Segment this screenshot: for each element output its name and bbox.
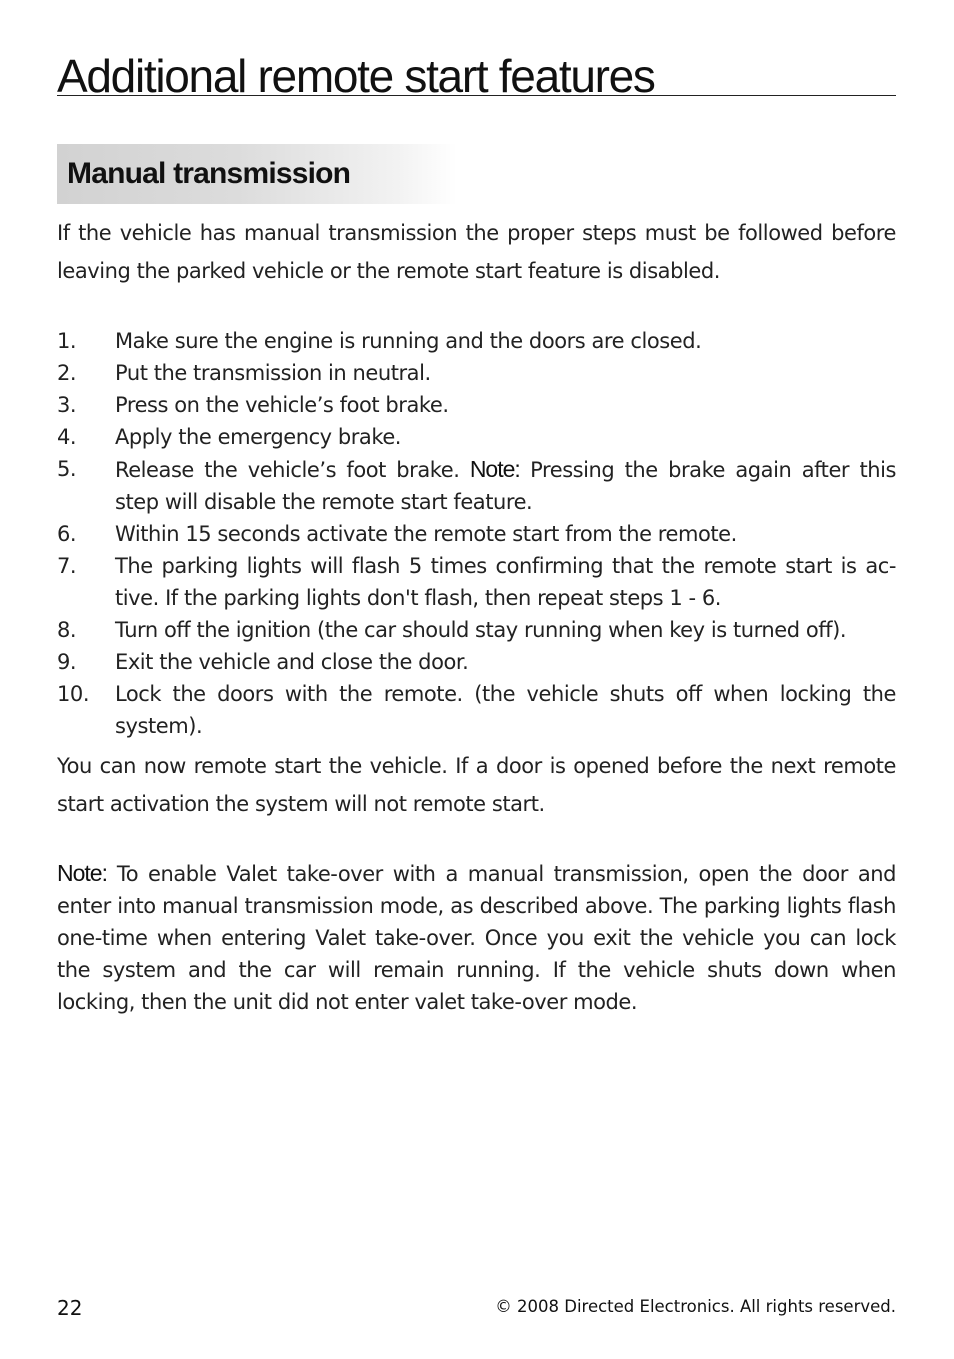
step-text: Press on the vehicle’s foot brake.	[115, 393, 449, 417]
page-number: 22	[57, 1296, 83, 1320]
step-text: Make sure the engine is running and the doors are closed.	[115, 329, 702, 353]
step-item	[57, 421, 896, 453]
page-title: Additional remote start features	[57, 50, 896, 96]
step-item	[57, 678, 896, 742]
intro-paragraph: If the vehicle has manual transmission the proper steps must be followed before leaving the parked vehicle or the remote start feature is disabled.	[57, 221, 896, 283]
step-text: Apply the emergency brake.	[115, 425, 402, 449]
step-number: 7.	[57, 554, 77, 578]
step-number: 1.	[57, 329, 77, 353]
step-number: 8.	[57, 618, 77, 642]
step-note-text: Pressing the brake again after this step will disable the remote start feature.	[115, 458, 896, 514]
step-text: Put the transmission in neutral.	[115, 361, 431, 385]
step-text: Lock the doors with the remote. (the vehicle shuts off when locking the system).	[115, 682, 896, 738]
step-number: 6.	[57, 522, 77, 546]
section-title: Manual transmission	[67, 157, 351, 190]
step-text: Within 15 seconds activate the remote start from the remote.	[115, 522, 737, 546]
step-number: 3.	[57, 393, 77, 417]
step-item	[57, 550, 896, 614]
step-number: 4.	[57, 425, 77, 449]
step-item	[57, 453, 896, 518]
step-text: Exit the vehicle and close the door.	[115, 650, 469, 674]
step-item	[57, 325, 896, 357]
step-item	[57, 518, 896, 550]
step-item	[57, 389, 896, 421]
step-text: Turn off the ignition (the car should stay running when key is turned off).	[115, 618, 847, 642]
step-text: The parking lights will flash 5 times confirming that the remote start is ac-tive. If the parking lights don't flash, then repeat steps 1 - 6.	[115, 554, 896, 610]
step-item	[57, 614, 896, 646]
step-number: 10.	[57, 682, 90, 706]
step-item	[57, 357, 896, 389]
step-note-label: Note:	[469, 456, 520, 482]
note-text: To enable Valet take-over with a manual transmission, open the door and enter into manual transmission mode, as described above. The parking lights flash one-time when entering Valet take-over. Once you exit the vehicle you can lock the system and the car will remain running. If the vehicle shuts down when locking, then the unit did not enter valet take-over mode.	[57, 862, 896, 1014]
steps-list	[57, 325, 896, 742]
step-number: 5.	[57, 457, 77, 481]
copyright-notice: © 2008 Directed Electronics. All rights reserved.	[495, 1297, 896, 1316]
valet-note-paragraph	[57, 857, 896, 1018]
closing-paragraph: You can now remote start the vehicle. If a door is opened before the next remote start activation the system will not remote start.	[57, 754, 896, 816]
section-header-band	[57, 144, 457, 204]
note-label: Note:	[57, 860, 107, 886]
step-text: Release the vehicle’s foot brake.	[115, 458, 460, 482]
step-item	[57, 646, 896, 678]
step-number: 9.	[57, 650, 77, 674]
step-number: 2.	[57, 361, 77, 385]
